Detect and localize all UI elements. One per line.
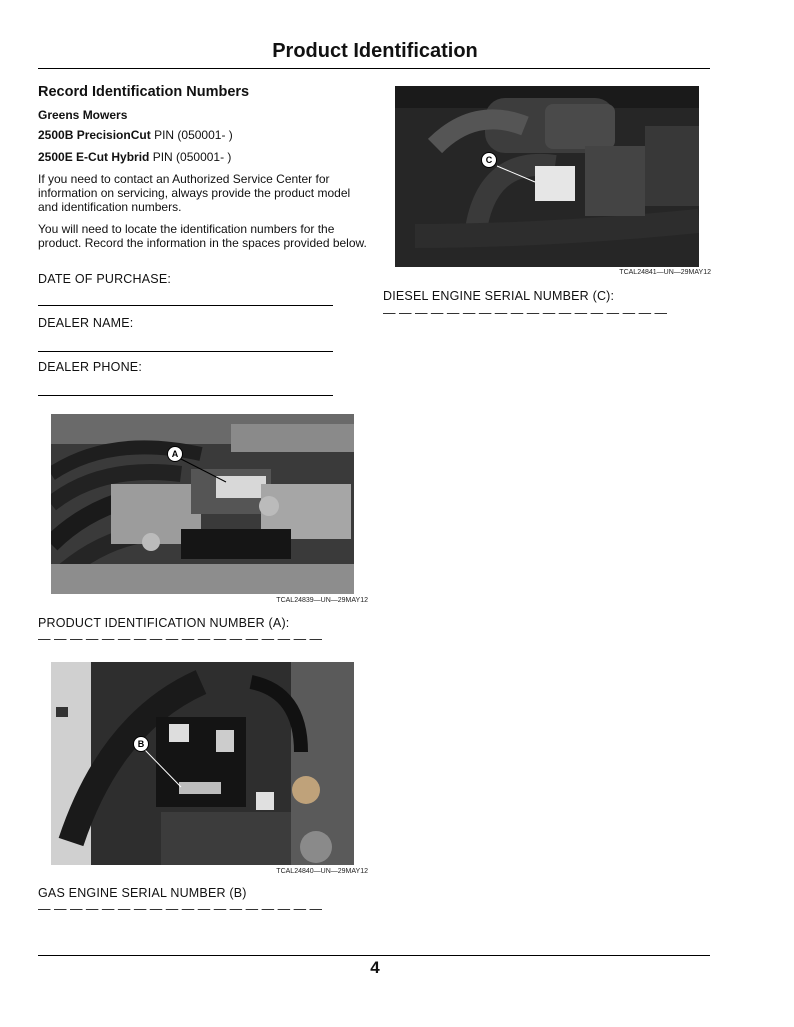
section-subheading: Greens Mowers	[38, 108, 128, 122]
gas-engine-blank: — — — — — — — — — — — — — — — — — —	[38, 902, 323, 916]
dealer-name-label: DEALER NAME:	[38, 316, 134, 330]
page-title: Product Identification	[272, 40, 478, 62]
figure-a-caption: TCAL24839—UN—29MAY12	[276, 597, 368, 604]
model-pin: PIN (050001- )	[154, 128, 233, 142]
footer-rule	[38, 955, 710, 956]
callout-c: C	[481, 152, 497, 168]
model-line-1	[38, 128, 233, 142]
product-id-label: PRODUCT IDENTIFICATION NUMBER (A):	[38, 616, 290, 630]
diesel-engine-label: DIESEL ENGINE SERIAL NUMBER (C):	[383, 289, 615, 303]
model-name: 2500E E-Cut Hybrid	[38, 150, 150, 164]
model-pin: PIN (050001- )	[152, 150, 232, 164]
dealer-phone-label: DEALER PHONE:	[38, 360, 143, 374]
figure-c-photo	[395, 86, 699, 267]
page-number: 4	[370, 958, 380, 977]
model-name: 2500B PrecisionCut	[38, 128, 151, 142]
figure-a-photo	[51, 414, 354, 594]
figure-b-caption: TCAL24840—UN—29MAY12	[276, 868, 368, 875]
product-id-blank: — — — — — — — — — — — — — — — — — —	[38, 632, 323, 646]
header-rule	[38, 68, 710, 69]
date-of-purchase-label: DATE OF PURCHASE:	[38, 272, 172, 286]
model-line-2	[38, 150, 231, 164]
intro-paragraph: If you need to contact an Authorized Service Center for information on servicing, always provide the product model and identification numbers.	[38, 172, 351, 214]
dealer-phone-line	[38, 395, 333, 396]
instructions-paragraph: You will need to locate the identification numbers for the product. Record the information in the spaces provided below.	[38, 222, 367, 250]
dealer-name-line	[38, 351, 333, 352]
section-heading: Record Identification Numbers	[38, 84, 250, 100]
figure-c-caption: TCAL24841—UN—29MAY12	[619, 269, 711, 276]
diesel-engine-blank: — — — — — — — — — — — — — — — — — —	[383, 306, 668, 320]
figure-b-illustration	[51, 662, 354, 865]
gas-engine-label: GAS ENGINE SERIAL NUMBER (B)	[38, 886, 247, 900]
figure-b-photo	[51, 662, 354, 865]
callout-b: B	[133, 736, 149, 752]
date-of-purchase-line	[38, 305, 333, 306]
figure-a-illustration	[51, 414, 354, 594]
figure-c-illustration	[395, 86, 699, 267]
callout-a: A	[167, 446, 183, 462]
